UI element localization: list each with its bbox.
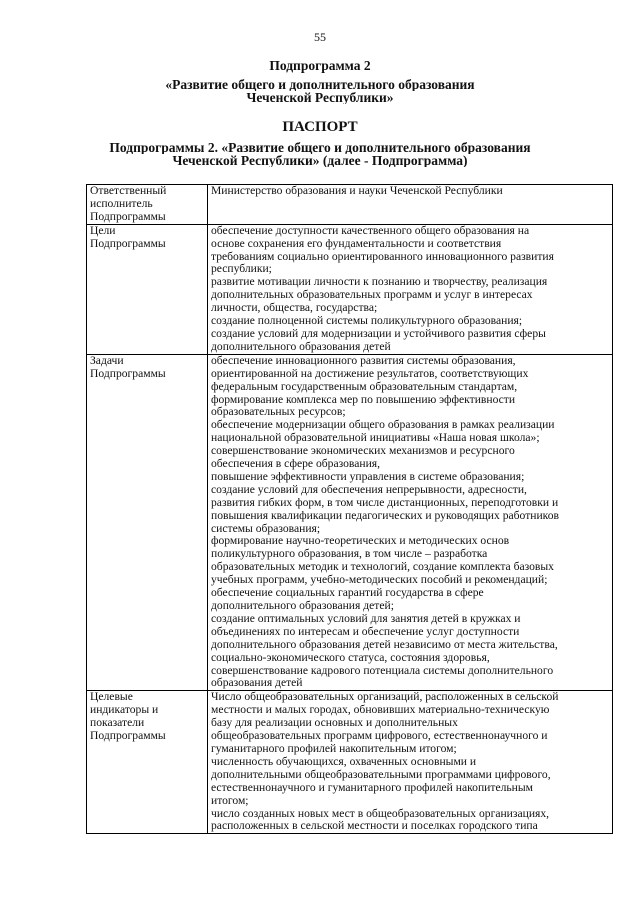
- row-content-line: дополнительными общеобразовательными программами цифрового,: [211, 768, 551, 781]
- row-label-line: Подпрограммы: [90, 367, 166, 380]
- row-content-line: Число общеобразовательных организаций, расположенных в сельской: [211, 691, 559, 704]
- row-content-line: численность обучающихся, охваченных основными и: [211, 755, 477, 768]
- passport-title-line: Подпрограммы 2. «Развитие общего и дополнительного образования: [109, 141, 531, 154]
- row-label-line: Подпрограммы: [90, 237, 166, 250]
- page-number: 55: [314, 30, 326, 44]
- row-content-line: формирование комплекса мер по повышению эффективности: [211, 393, 516, 406]
- subprogram-heading: Подпрограмма 2: [269, 58, 371, 73]
- row-content-line: формирование научно-теоретических и методических основ: [211, 535, 510, 548]
- row-content-line: общеобразовательных программ цифрового, естественнонаучного и: [211, 730, 548, 743]
- row-content-line: федеральным государственным образовательным стандартам,: [211, 380, 518, 393]
- row-content-line: обеспечение инновационного развития системы образования,: [211, 354, 516, 367]
- subprogram-title: [60, 78, 580, 104]
- row-label-line: Подпрограммы: [90, 730, 166, 743]
- row-content-cell: [208, 224, 613, 354]
- row-content-cell: [208, 185, 613, 225]
- row-content-cell: [208, 354, 613, 691]
- row-content-line: развития гибких форм, в том числе дистанционных, переподготовки и: [211, 496, 559, 509]
- row-content-line: гуманитарного профилей накопительным итогом;: [211, 742, 457, 755]
- row-content-line: образовательных методик и технологий, создание комплекта базовых: [211, 561, 554, 574]
- row-content-line: итогом;: [211, 794, 249, 807]
- passport-heading: ПАСПОРТ: [282, 119, 358, 135]
- subprogram-title-line: «Развитие общего и дополнительного образования: [165, 78, 475, 91]
- row-label-line: Целевые: [90, 691, 133, 704]
- row-content-line: образовательных ресурсов;: [211, 406, 346, 419]
- table-row: [87, 185, 613, 225]
- row-label-line: индикаторы и: [90, 704, 159, 717]
- row-content-line: системы образования;: [211, 522, 321, 535]
- row-content-line: повышения квалификации педагогических и руководящих работников: [211, 509, 559, 522]
- row-content-line: дополнительных образовательных программ и услуг в интересах: [211, 289, 533, 302]
- row-label-line: Ответственный: [90, 185, 167, 197]
- row-content-line: дополнительного образования детей независимо от места жительства,: [211, 638, 558, 651]
- row-content-line: расположенных в сельской местности и поселках городского типа: [211, 820, 538, 833]
- row-content-line: республики;: [211, 263, 272, 276]
- row-content-line: образования детей: [211, 677, 303, 690]
- row-content-line: объединениях по интересам и обеспечение услуг доступности: [211, 625, 520, 638]
- row-label-line: показатели: [90, 717, 145, 730]
- row-content-line: развитие мотивации личности к познанию и творчеству, реализация: [211, 276, 548, 289]
- row-content-line: социально-экономического статуса, состояния здоровья,: [211, 651, 490, 664]
- row-label-line: исполнитель: [90, 197, 153, 210]
- row-content-line: Министерство образования и науки Чеченской Республики: [211, 185, 503, 197]
- row-content-line: обеспечения в сфере образования,: [211, 458, 381, 471]
- passport-title-line: Чеченской Республики» (далее - Подпрограмма): [172, 154, 468, 167]
- row-content-line: совершенствование экономических механизмов и ресурсного: [211, 445, 515, 458]
- row-content-line: дополнительного образования детей;: [211, 600, 394, 612]
- row-content-line: создание условий для обеспечения непрерывности, адресности,: [211, 483, 527, 496]
- row-content-line: местности и малых городах, обновивших материально-техническую: [211, 704, 550, 717]
- table-row: [87, 354, 613, 691]
- row-content-line: создание оптимальных условий для занятия детей в кружках и: [211, 612, 521, 625]
- row-label-line: Подпрограммы: [90, 210, 166, 223]
- row-content-line: национальной образовательной инициативы «Наша новая школа»;: [211, 432, 540, 445]
- row-label-line: Цели: [90, 224, 116, 237]
- row-content-line: личности, общества, государства;: [211, 302, 378, 315]
- subprogram-title-line: Чеченской Республики»: [246, 91, 394, 104]
- row-content-line: обеспечение доступности качественного общего образования на: [211, 224, 530, 237]
- row-content-line: естественнонаучного и гуманитарного профилей накопительным: [211, 781, 533, 794]
- passport-title: [60, 141, 580, 167]
- row-content-line: создание условий для модернизации и устойчивого развития сферы: [211, 327, 546, 340]
- row-content-cell: [208, 691, 613, 834]
- row-content-line: базу для реализации основных и дополнительных: [211, 717, 458, 730]
- row-label-cell: [87, 224, 208, 354]
- table-row: [87, 224, 613, 354]
- row-label-line: Задачи: [90, 354, 124, 367]
- row-content-line: повышение эффективности управления в системе образования;: [211, 470, 525, 483]
- row-label-cell: [87, 185, 208, 225]
- passport-table: [86, 184, 613, 834]
- row-label-cell: [87, 354, 208, 691]
- row-label-cell: [87, 691, 208, 834]
- row-content-line: создание полноценной системы поликультурного образования;: [211, 315, 523, 328]
- row-content-line: обеспечение социальных гарантий государства в сфере: [211, 587, 484, 600]
- row-content-line: учебных программ, учебно-методических пособий и рекомендаций;: [211, 574, 548, 587]
- row-content-line: обеспечение модернизации общего образования в рамках реализации: [211, 419, 555, 432]
- row-content-line: основе сохранения его фундаментальности и соответствия: [211, 237, 502, 250]
- row-content-line: требованиям социально ориентированного инновационного развития: [211, 250, 554, 263]
- row-content-line: число созданных новых мест в общеобразовательных организациях,: [211, 807, 550, 820]
- row-content-line: совершенствование кадрового потенциала системы дополнительного: [211, 664, 554, 677]
- row-content-line: поликультурного образования, в том числе – разработка: [211, 548, 488, 561]
- row-content-line: дополнительного образования детей: [211, 340, 391, 353]
- row-content-line: ориентированной на достижение результатов, соответствующих: [211, 367, 529, 380]
- table-row: [87, 691, 613, 834]
